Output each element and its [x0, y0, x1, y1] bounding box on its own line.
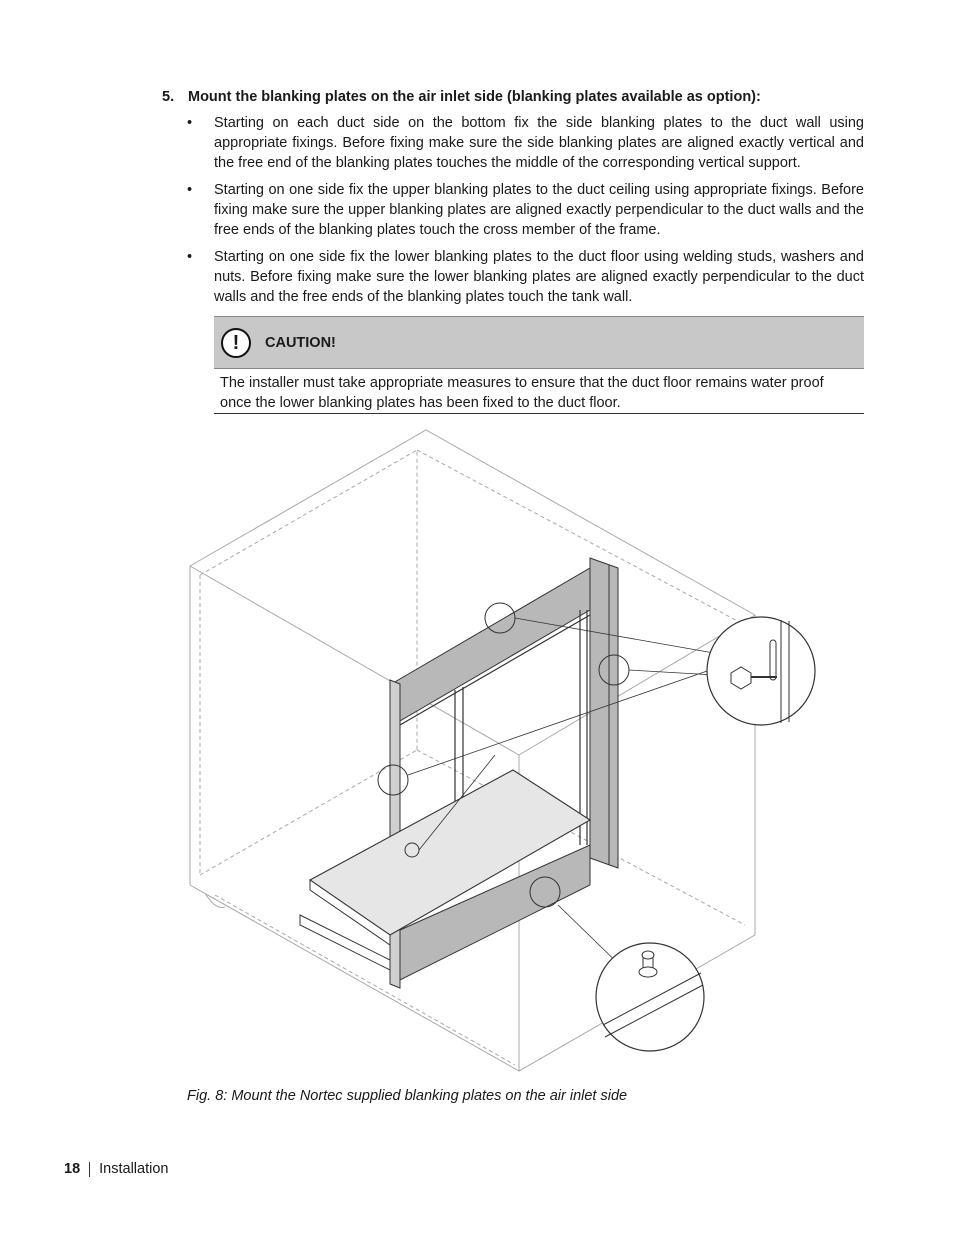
bullet-icon: •: [187, 182, 193, 198]
list-item-text: Starting on each duct side on the bottom fix the side blanking plates to the duct wall using appropriate fixings. Before fixing make sure the side blanking plates are aligned exactly vertical and the free end of the blanking plates touches the middle of the corresponding vertical support.: [214, 115, 864, 171]
step-heading-text: Mount the blanking plates on the air inlet side (blanking plates available as option):: [188, 89, 761, 105]
page-footer: [64, 1161, 168, 1177]
list-item: [187, 113, 864, 173]
list-item-text: Starting on one side fix the lower blanking plates to the duct floor using welding studs, washers and nuts. Before fixing make sure the lower blanking plates are aligned exactly perpendicular to the duct walls and the free ends of the blanking plates touch the tank wall.: [214, 249, 864, 305]
page-number: 18: [64, 1161, 81, 1177]
bullet-icon: •: [187, 115, 193, 131]
footer-divider: [89, 1162, 90, 1177]
caution-box: [214, 316, 864, 413]
list-item-text: Starting on one side fix the upper blanking plates to the duct ceiling using appropriate fixings. Before fixing make sure the upper blanking plates are aligned exactly perpendicular to the duct walls and the free ends of the blanking plates touch the cross member of the frame.: [214, 182, 864, 238]
step-heading: [162, 87, 862, 107]
caution-text: The installer must take appropriate measures to ensure that the duct floor remains water proof once the lower blanking plates has been fixed to the duct floor.: [214, 369, 864, 414]
caution-title: CAUTION!: [265, 334, 336, 351]
instruction-list: [187, 113, 864, 314]
list-item: [187, 180, 864, 240]
step-number: 5.: [162, 89, 175, 105]
section-name: Installation: [99, 1161, 169, 1177]
caution-header: [214, 316, 864, 369]
list-item: [187, 247, 864, 307]
exclamation-icon: !: [221, 328, 251, 358]
bullet-icon: •: [187, 249, 193, 265]
blanking-plates-illustration-icon: [185, 425, 825, 1075]
figure-caption: Fig. 8: Mount the Nortec supplied blanking plates on the air inlet side: [187, 1088, 628, 1104]
